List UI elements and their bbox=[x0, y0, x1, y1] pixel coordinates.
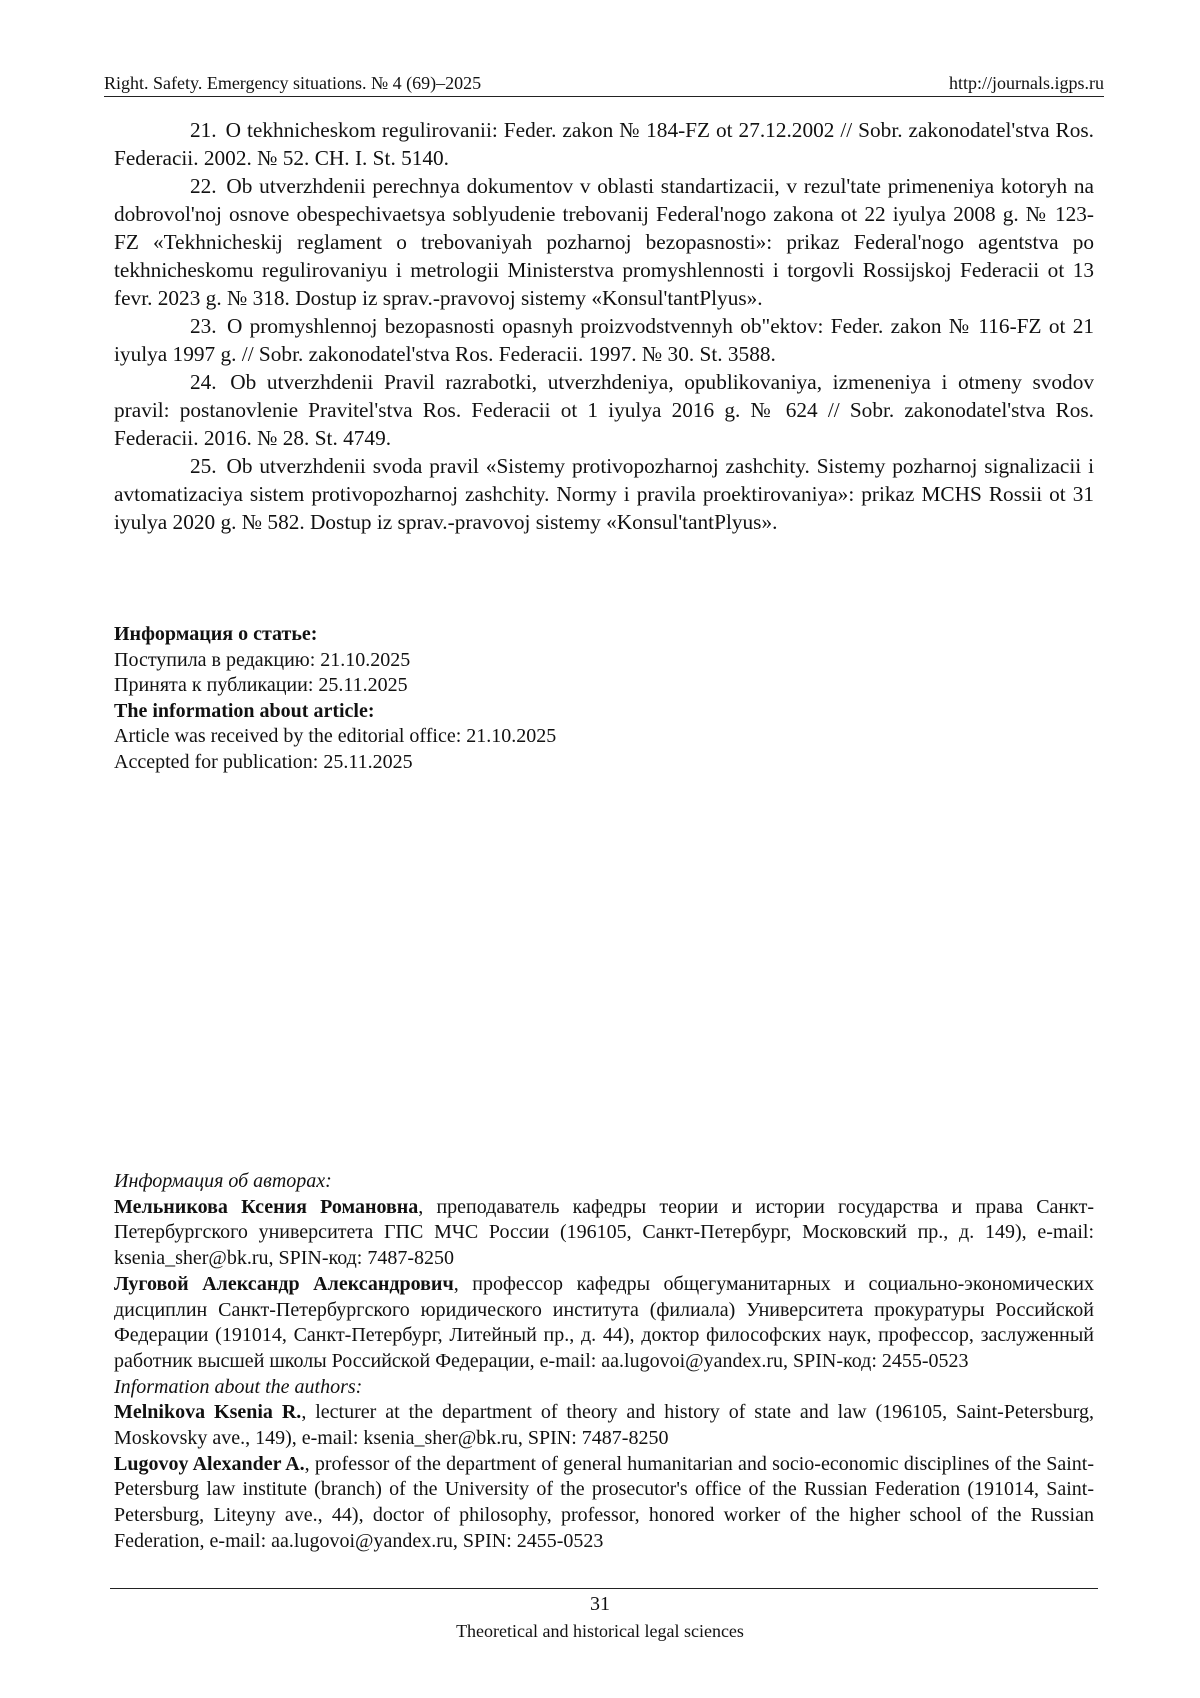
article-info bbox=[114, 622, 1094, 775]
reference-text: O tekhnicheskom regulirovanii: Feder. zakon № 184-FZ ot 27.12.2002 // Sobr. zakonodatel'stva Ros. Federacii. 2002. № 52. CH. I. St. 5140. bbox=[114, 118, 1095, 170]
reference-number: 25. bbox=[190, 454, 217, 478]
author-name: Melnikova Ksenia R. bbox=[114, 1401, 302, 1424]
author-entry-ru-1 bbox=[114, 1195, 1094, 1272]
reference-text: Ob utverzhdenii svoda pravil «Sistemy protivopozharnoj zashchity. Sistemy pozharnoj signalizacii i avtomatizaciya sistem protivopozharnoj zashchity. Normy i pravila proektirovaniya»: prikaz MCHS Rossii ot 31 iyulya 2020 g. № 582. Dostup iz sprav.-pravovoj sistemy «Konsul'tantPlyus». bbox=[114, 454, 1094, 534]
author-name: Lugovoy Alexander A. bbox=[114, 1452, 305, 1475]
reference-24 bbox=[114, 368, 1094, 452]
accepted-date-en: Accepted for publication: 25.11.2025 bbox=[114, 750, 413, 773]
reference-number: 23. bbox=[190, 314, 217, 338]
author-entry-ru-2 bbox=[114, 1272, 1094, 1375]
accepted-date-ru: Принята к публикации: 25.11.2025 bbox=[114, 674, 408, 696]
author-details: , преподаватель кафедры теории и истории государства и права Санкт-Петербургского университета ГПС МЧС России (196105, Санкт-Петербург, Московский пр., д. 149), e-mail: ksenia_sher@bk.ru, SPIN-код: 7487-8250 bbox=[114, 1195, 1094, 1270]
author-details: , lecturer at the department of theory and history of state and law (196105, Saint-Petersburg, Moskovsky ave., 149), e-mail: ksenia_sher@bk.ru, SPIN: 7487-8250 bbox=[114, 1401, 1094, 1450]
reference-text: Ob utverzhdenii perechnya dokumentov v oblasti standartizacii, v rezul'tate primeneniya kotoryh na dobrovol'noj osnove obespechivaetsya soblyudenie trebovanij Federal'nogo zakona ot 22 iyulya 2008 g. № 123-FZ «Tekhnicheskij reglament o trebovaniyah pozharnoj bezopasnosti»: prikaz Federal'nogo agentstva po tekhnicheskomu regulirovaniyu i metrologii Ministerstva promyshlennosti i torgovli Rossijskoj Federacii ot 13 fevr. 2023 g. № 318. Dostup iz sprav.-pravovoj sistemy «Konsul'tantPlyus». bbox=[114, 174, 1094, 310]
page-number: 31 bbox=[590, 1593, 610, 1615]
author-name: Луговой Александр Александрович bbox=[114, 1272, 454, 1295]
reference-23 bbox=[114, 312, 1094, 368]
article-info-heading-en: The information about article: bbox=[114, 699, 375, 722]
footer-divider bbox=[110, 1588, 1098, 1589]
reference-21 bbox=[114, 116, 1094, 172]
reference-text: Ob utverzhdenii Pravil razrabotki, utverzhdeniya, opublikovaniya, izmeneniya i otmeny svodov pravil: postanovlenie Pravitel'stva Ros. Federacii ot 1 iyulya 2016 g. № 624 // Sobr. zakonodatel'stva Ros. Federacii. 2016. № 28. St. 4749. bbox=[114, 370, 1095, 450]
author-details: , профессор кафедры общегуманитарных и социально-экономических дисциплин Санкт-Петербургского юридического института (филиала) Университета прокуратуры Российской Федерации (191014, Санкт-Петербург, Литейный пр., д. 44), доктор философских наук, профессор, заслуженный работник высшей школы Российской Федерации, e-mail: aa.lugovoi@yandex.ru, SPIN-код: 2455-0523 bbox=[114, 1272, 1095, 1372]
reference-number: 21. bbox=[190, 118, 217, 142]
article-info-heading-ru: Информация о статье: bbox=[114, 623, 318, 645]
author-name: Мельникова Ксения Романовна bbox=[114, 1195, 419, 1218]
journal-section: Theoretical and historical legal sciences bbox=[456, 1621, 744, 1641]
author-info bbox=[114, 1169, 1094, 1555]
reference-text: O promyshlennoj bezopasnosti opasnyh proizvodstvennyh ob"ektov: Feder. zakon № 116-FZ ot 21 iyulya 1997 g. // Sobr. zakonodatel'stva Ros. Federacii. 1997. № 30. St. 3588. bbox=[114, 314, 1094, 366]
received-date-ru: Поступила в редакцию: 21.10.2025 bbox=[114, 648, 411, 671]
received-date-en: Article was received by the editorial office: 21.10.2025 bbox=[114, 725, 557, 747]
running-header bbox=[104, 72, 1104, 97]
reference-22 bbox=[114, 172, 1094, 312]
author-entry-en-2 bbox=[114, 1452, 1094, 1555]
journal-title: Right. Safety. Emergency situations. № 4 (69)–2025 bbox=[104, 73, 482, 93]
reference-25 bbox=[114, 452, 1094, 536]
reference-number: 24. bbox=[190, 370, 217, 394]
journal-url[interactable]: http://journals.igps.ru bbox=[949, 73, 1104, 93]
authors-heading-ru: Информация об авторах: bbox=[114, 1170, 332, 1192]
authors-heading-en: Information about the authors: bbox=[114, 1375, 363, 1398]
author-entry-en-1 bbox=[114, 1400, 1094, 1451]
reference-list bbox=[114, 116, 1094, 536]
author-details: , professor of the department of general humanitarian and socio-economic disciplines of the Saint-Petersburg law institute (branch) of the University of the prosecutor's office of the Russian Federation (191014, Saint-Petersburg, Liteyny ave., 44), doctor of philosophy, professor, honored worker of the higher school of the Russian Federation, e-mail: aa.lugovoi@yandex.ru, SPIN: 2455-0523 bbox=[114, 1452, 1094, 1552]
reference-number: 22. bbox=[190, 174, 217, 198]
